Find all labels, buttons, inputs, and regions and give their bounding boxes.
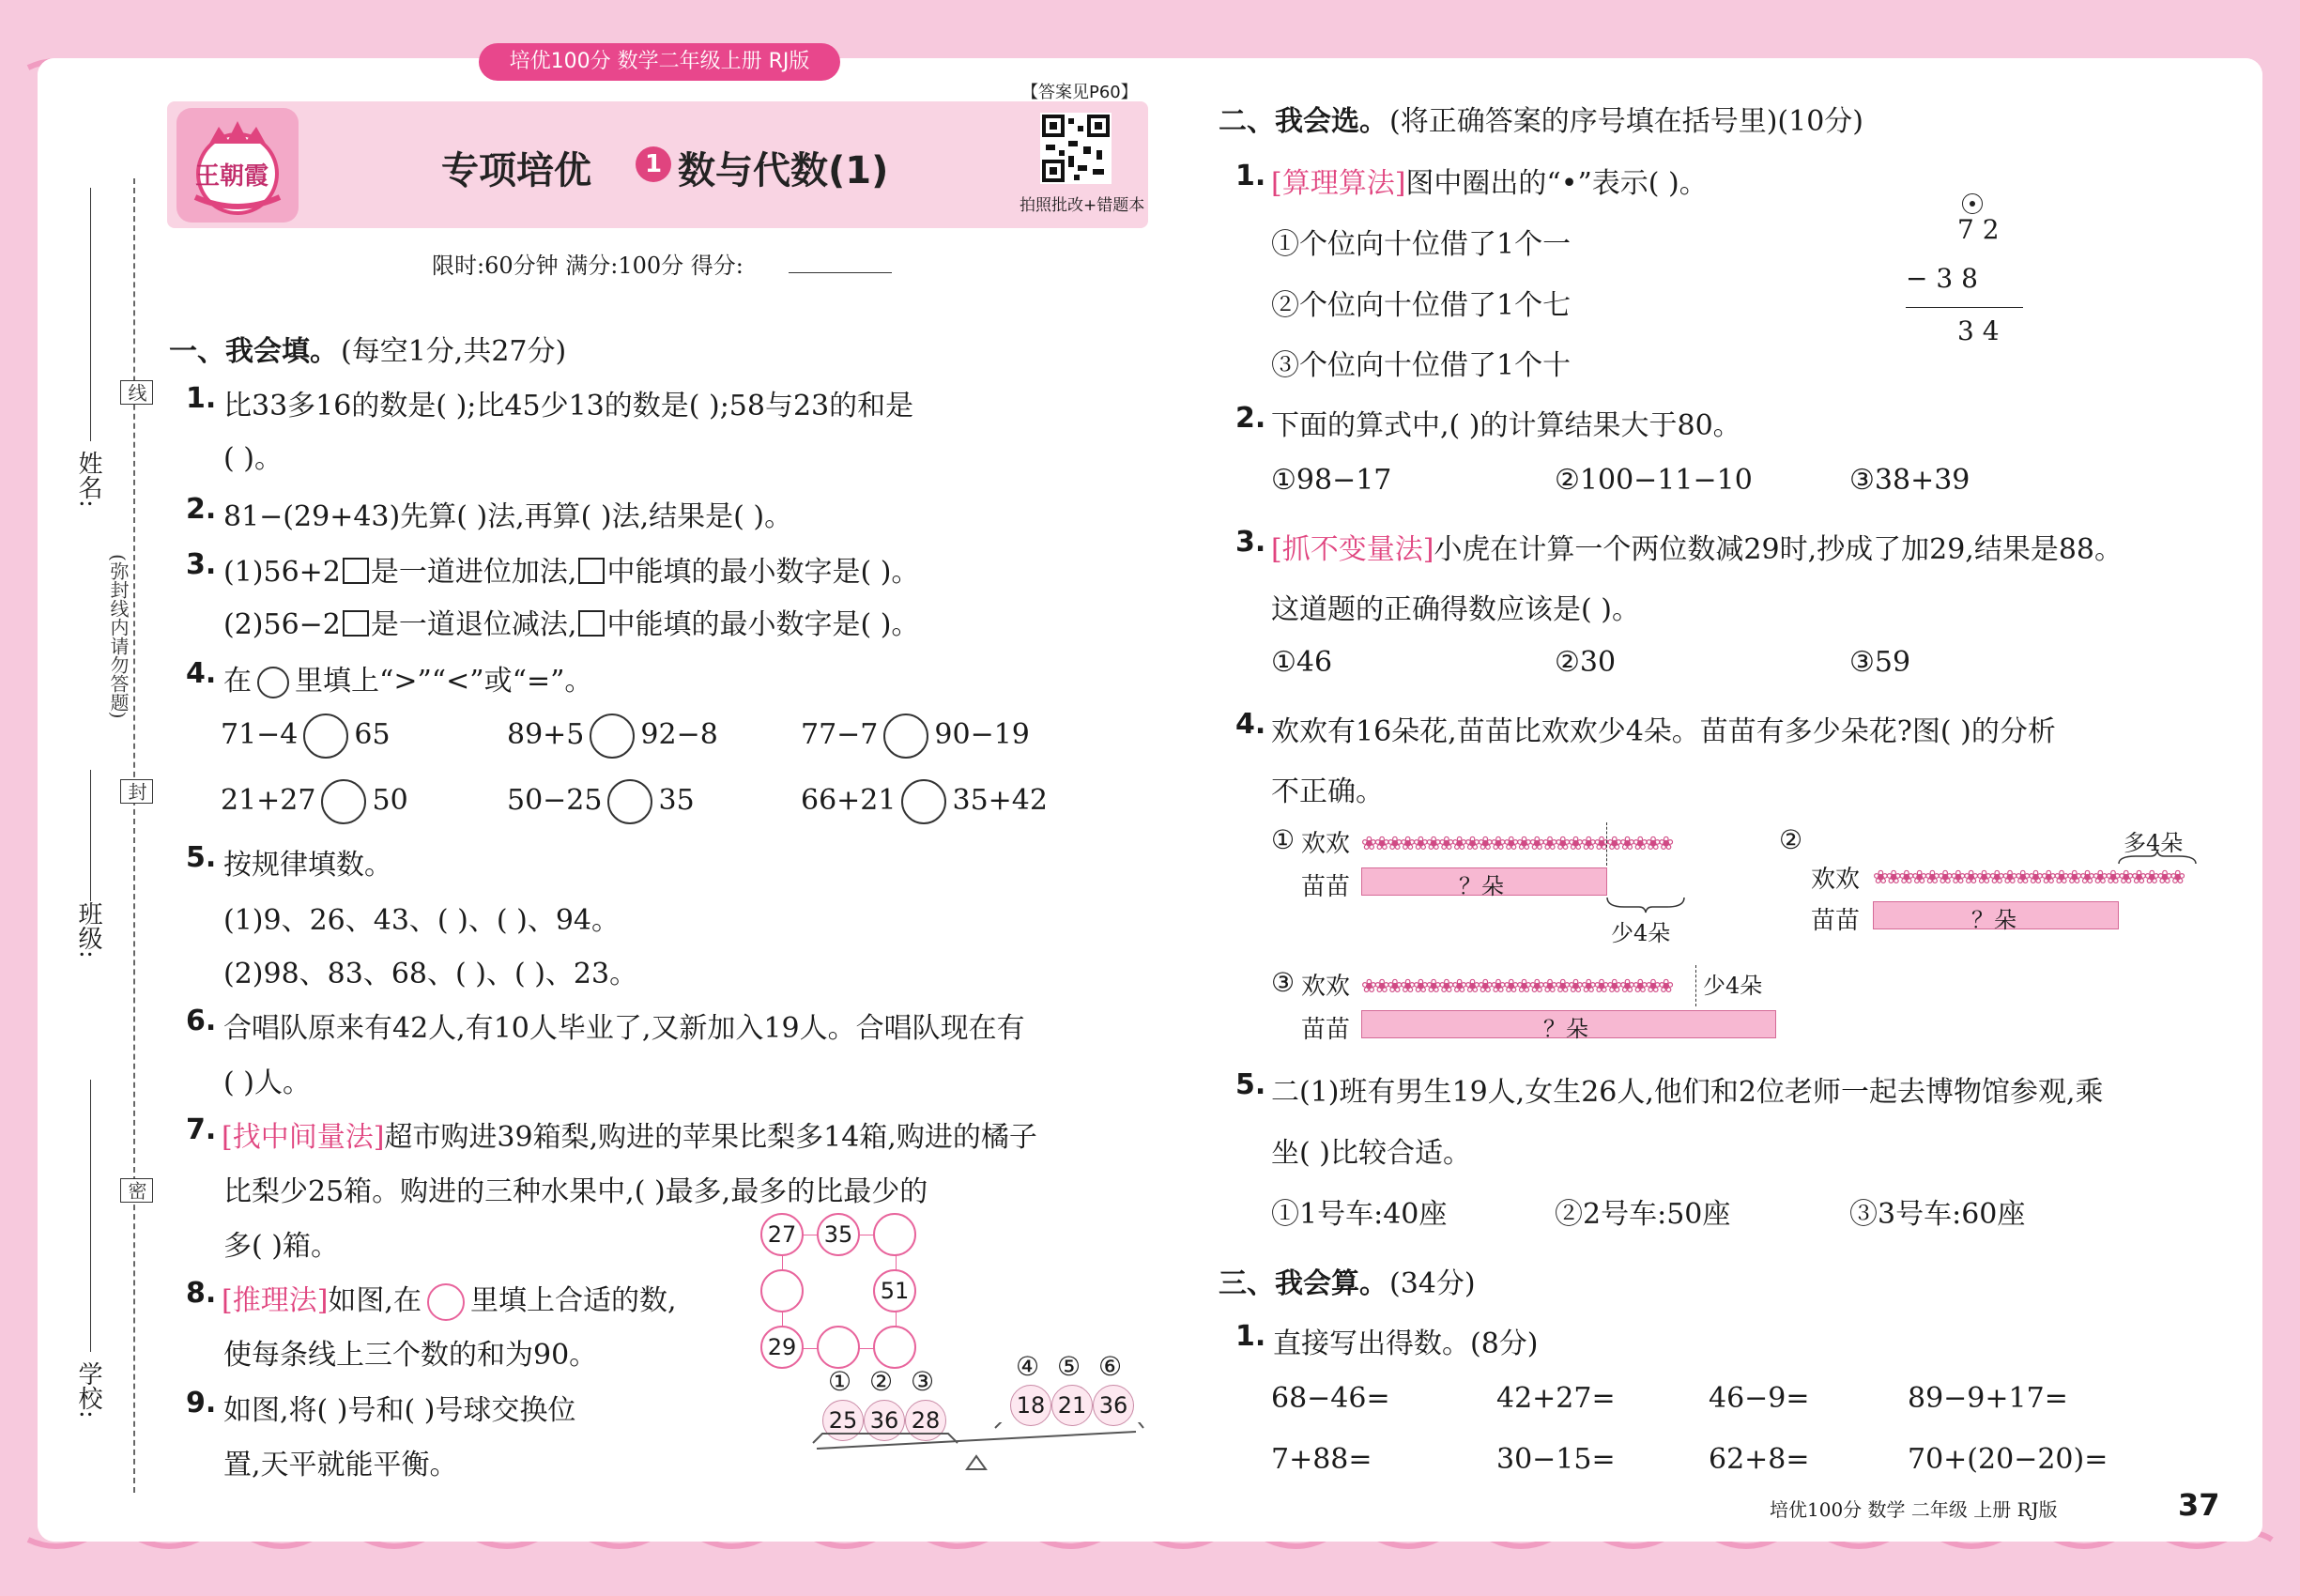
- d3-diff: 少4朵: [1703, 973, 1763, 999]
- d2-brace: [2117, 851, 2198, 866]
- q9-right-ball-3: 36: [1093, 1385, 1134, 1426]
- balance-scale-icon: [807, 1422, 1145, 1488]
- qr-caption: 拍照批改+错题本: [1020, 196, 1145, 215]
- header-tab: 培优100分 数学二年级上册 RJ版: [479, 43, 840, 81]
- footer-text: 培优100分 数学 二年级 上册 RJ版: [1770, 1498, 2058, 1521]
- borrow-dot-icon: [1962, 193, 1983, 214]
- q3-text-b3: 中能填的最小数字是( )。: [606, 608, 920, 641]
- p2-q3-tag: [抓不变量法]: [1271, 533, 1434, 566]
- q6-text: 合唱队原来有42人,有10人毕业了,又新加入19人。合唱队现在有: [223, 1012, 1025, 1045]
- q9-text-a: 如图,将( )号和( )号球交换位: [223, 1394, 576, 1427]
- p3-q1-number: 1.: [1235, 1320, 1266, 1353]
- q4-item-6-right: 35+42: [952, 784, 1048, 817]
- q4-item-4-circle[interactable]: [321, 779, 366, 824]
- q8-text-a2: 里填上合适的数,: [469, 1284, 677, 1317]
- q4-item-3-circle[interactable]: [883, 714, 928, 759]
- q3-text-a3: 中能填的最小数字是( )。: [606, 556, 920, 589]
- q4-item-1: [221, 714, 391, 759]
- calc-top: 7 2: [1957, 214, 2000, 245]
- q9-left-ball-1: 25: [822, 1400, 864, 1441]
- q4-item-3: [801, 714, 1030, 759]
- q1-text: 比33多16的数是( );比45少13的数是( );58与23的和是: [223, 390, 914, 422]
- calc-r1-2[interactable]: 42+27=: [1496, 1382, 1616, 1415]
- binding-note: (弥封线内请勿答题): [107, 554, 130, 719]
- p2-q3-text-b: 这道题的正确得数应该是( )。: [1271, 593, 1640, 626]
- q9-left-ball-2: 36: [864, 1400, 905, 1441]
- q5-line2: (2)98、83、68、( )、( )、23。: [223, 958, 638, 990]
- part3-heading: 三、我会算。: [1219, 1267, 1388, 1300]
- q4-item-5-left: 50−25: [507, 784, 603, 817]
- q3-text-a1: (1)56+2: [223, 556, 341, 589]
- p2-q4-number: 4.: [1235, 708, 1266, 741]
- part2-heading-note: (将正确答案的序号填在括号里)(10分): [1389, 105, 1863, 138]
- q5-number: 5.: [186, 841, 217, 874]
- q9-balance-diagram: [807, 1351, 1145, 1488]
- q8-grid-bot-mid[interactable]: [817, 1326, 860, 1369]
- q6-text-cont: ( )人。: [223, 1067, 311, 1099]
- p2-q2-opt2: ②100−11−10: [1555, 464, 1753, 497]
- q8-number: 8.: [186, 1277, 217, 1310]
- binding-margin: [66, 178, 150, 1493]
- q9-left-ball-3: 28: [905, 1400, 946, 1441]
- calc-r2-4[interactable]: 70+(20−20)=: [1908, 1443, 2108, 1476]
- qr-code-icon[interactable]: [1040, 113, 1112, 184]
- p2-q1-text: 图中圈出的“•”表示( )。: [1405, 167, 1708, 200]
- q4-item-5-right: 35: [658, 784, 695, 817]
- q7-text-a: 超市购进39箱梨,购进的苹果比梨多14箱,购进的橘子: [384, 1121, 1037, 1154]
- q8-text-a1: 如图,在: [328, 1284, 422, 1317]
- calc-r2-2[interactable]: 30−15=: [1496, 1443, 1616, 1476]
- p2-q5-text-b: 坐( )比较合适。: [1271, 1137, 1471, 1170]
- title-main: 专项培优: [441, 149, 591, 192]
- p2-q1-tag: [算理算法]: [1271, 167, 1406, 200]
- d3-huan-flowers: ❀❀❀❀❀❀❀❀❀❀❀❀❀❀❀❀❀❀❀❀❀❀❀❀: [1361, 974, 1672, 997]
- q4-item-2-right: 92−8: [640, 718, 718, 751]
- p2-q3-number: 3.: [1235, 526, 1266, 559]
- q8-grid-top-left: 27: [760, 1213, 804, 1256]
- class-label: 班级:: [74, 901, 102, 959]
- q8-line1: [222, 1277, 677, 1321]
- q7-number: 7.: [186, 1113, 217, 1146]
- q3-box-2: [343, 610, 369, 637]
- q3-text-b1: (2)56−2: [223, 608, 341, 641]
- q7-tag: [找中间量法]: [222, 1121, 385, 1154]
- d2-miao: 苗苗: [1811, 907, 1861, 935]
- test-meta: 限时:60分钟 满分:100分 得分:: [432, 253, 744, 279]
- q4-item-5: [507, 779, 695, 824]
- q5-line1: (1)9、26、43、( )、( )、94。: [223, 904, 620, 937]
- d2-huan: 欢欢: [1811, 866, 1861, 894]
- q2-number: 2.: [186, 493, 217, 526]
- q9-left-label-3: ③: [911, 1366, 935, 1397]
- q4-item-1-right: 65: [354, 718, 391, 751]
- p2-q3-text: 小虎在计算一个两位数减29时,抄成了加29,结果是88。: [1434, 533, 2124, 566]
- part1-heading-note: (每空1分,共27分): [341, 335, 567, 368]
- q4-item-2-left: 89+5: [507, 718, 585, 751]
- d1-brace: [1605, 896, 1686, 914]
- q4-circle-ref: [257, 667, 289, 698]
- q4-text: [223, 657, 592, 698]
- q9-left-label-2: ②: [869, 1366, 894, 1397]
- q4-item-3-left: 77−7: [801, 718, 879, 751]
- calc-r1-1[interactable]: 68−46=: [1271, 1382, 1390, 1415]
- calc-bottom: 3 4: [1957, 315, 2000, 346]
- q9-right-label-2: ⑤: [1057, 1351, 1081, 1382]
- title-number: 1: [644, 150, 663, 178]
- mi-label: 密: [120, 1178, 153, 1203]
- q3-box-ref-2: [578, 610, 605, 637]
- q3-text-a2: 是一道进位加法,: [370, 556, 577, 589]
- p2-q4-diagram-3: [1271, 967, 1797, 1042]
- d1-diff: 少4朵: [1611, 920, 1671, 946]
- p2-q5-number: 5.: [1235, 1068, 1266, 1101]
- q9-right-label-1: ④: [1016, 1351, 1040, 1382]
- q7-text-b: 比梨少25箱。购进的三种水果中,( )最多,最多的比最少的: [223, 1175, 928, 1208]
- q4-item-2-circle[interactable]: [590, 714, 635, 759]
- q8-text-b: 使每条线上三个数的和为90。: [223, 1339, 598, 1372]
- d2-miao-q: ？朵: [1971, 907, 2016, 933]
- q3-text-b2: 是一道退位减法,: [370, 608, 577, 641]
- d2-diff: 多4朵: [2124, 830, 2184, 856]
- p2-q5-opt3: ③3号车:60座: [1849, 1198, 2026, 1231]
- q4-item-6-left: 66+21: [801, 784, 897, 817]
- d2-num: ②: [1779, 824, 1803, 855]
- p2-q1-number: 1.: [1235, 160, 1266, 192]
- q8-tag: [推理法]: [222, 1284, 329, 1317]
- d1-huan-flowers: ❀❀❀❀❀❀❀❀❀❀❀❀❀❀❀❀❀❀❀❀❀❀❀❀: [1361, 832, 1672, 854]
- q3-box: [343, 558, 369, 584]
- q4-item-6-circle[interactable]: [901, 779, 946, 824]
- d2-huan-flowers: ❀❀❀❀❀❀❀❀❀❀❀❀❀❀❀❀❀❀❀❀❀❀❀❀: [1873, 866, 2184, 888]
- q4-item-4: [221, 779, 408, 824]
- q2-text: 81−(29+43)先算( )法,再算( )法,结果是( )。: [223, 500, 793, 533]
- q6-number: 6.: [186, 1005, 217, 1037]
- part1-heading: 一、我会填。: [169, 335, 338, 368]
- score-blank[interactable]: [789, 272, 892, 273]
- q1-text-cont: ( )。: [223, 442, 283, 475]
- q9-right-label-3: ⑥: [1098, 1351, 1123, 1382]
- p2-q5-text: 二(1)班有男生19人,女生26人,他们和2位老师一起去博物馆参观,乘: [1271, 1076, 2104, 1109]
- q4-item-1-circle[interactable]: [303, 714, 348, 759]
- q8-circle-ref: [427, 1283, 465, 1321]
- feng-label: 封: [120, 779, 153, 804]
- d3-num: ③: [1271, 967, 1296, 998]
- p2-q4-text-b: 不正确。: [1271, 775, 1384, 808]
- p2-q3-line: [1271, 526, 2123, 567]
- xian-label: 线: [120, 380, 153, 405]
- part2-heading: 二、我会选。: [1219, 105, 1388, 138]
- q8-grid-mid-left[interactable]: [760, 1269, 804, 1312]
- d1-miao-q: ？朵: [1459, 873, 1504, 899]
- d3-miao-q: ？朵: [1543, 1016, 1588, 1042]
- q1-number: 1.: [186, 382, 217, 415]
- q4-item-4-left: 21+27: [221, 784, 316, 817]
- d1-num: ①: [1271, 824, 1296, 855]
- q8-grid-top-right[interactable]: [873, 1213, 916, 1256]
- q8-number-grid: [759, 1211, 918, 1371]
- p2-q3-opt3: ③59: [1849, 646, 1911, 679]
- p2-q5-opt1: ①1号车:40座: [1271, 1198, 1448, 1231]
- logo-text: 王朝霞: [195, 162, 269, 191]
- q9-left-label-1: ①: [828, 1366, 852, 1397]
- p2-q3-opt2: ②30: [1555, 646, 1617, 679]
- q9-text-b: 置,天平就能平衡。: [223, 1449, 458, 1481]
- p2-q1-opt1: ①个位向十位借了1个一: [1271, 228, 1572, 261]
- p2-q2-opt3: ③38+39: [1849, 464, 1970, 497]
- q4-item-2: [507, 714, 718, 759]
- calc-r1-3[interactable]: 46−9=: [1709, 1382, 1810, 1415]
- q7-text-c: 多( )箱。: [223, 1230, 339, 1263]
- q8-grid-top-mid: 35: [817, 1213, 860, 1256]
- p2-q4-diagram-1: [1271, 824, 1703, 946]
- p2-q1-opt2: ②个位向十位借了1个七: [1271, 289, 1572, 322]
- q3-line2: [223, 601, 919, 642]
- d3-huan: 欢欢: [1301, 973, 1351, 1001]
- p2-q2-opt1: ①98−17: [1271, 464, 1392, 497]
- q4-text-a2: 里填上“>”“<”或“=”。: [295, 665, 593, 698]
- q4-item-6: [801, 779, 1048, 824]
- d3-miao: 苗苗: [1301, 1016, 1351, 1044]
- calc-r2-1[interactable]: 7+88=: [1271, 1443, 1372, 1476]
- q4-item-3-right: 90−19: [934, 718, 1030, 751]
- calc-r2-3[interactable]: 62+8=: [1709, 1443, 1810, 1476]
- p2-q5-opt2: ②2号车:50座: [1555, 1198, 1731, 1231]
- p2-q1-opt3: ③个位向十位借了1个十: [1271, 349, 1572, 382]
- p2-q1-vertical-calc: [1901, 188, 2051, 357]
- p3-q1-text: 直接写出得数。(8分): [1273, 1327, 1539, 1360]
- p2-q2-text: 下面的算式中,( )的计算结果大于80。: [1271, 409, 1741, 442]
- q3-line1: [223, 548, 919, 590]
- title-number-badge: [636, 146, 671, 182]
- q4-item-1-left: 71−4: [221, 718, 299, 751]
- q9-right-ball-2: 21: [1051, 1385, 1093, 1426]
- p2-q4-text: 欢欢有16朵花,苗苗比欢欢少4朵。苗苗有多少朵花?图( )的分析: [1271, 715, 2056, 748]
- logo: [176, 108, 299, 223]
- calc-mid: − 3 8: [1906, 263, 1978, 294]
- p2-q1-line: [1271, 160, 1708, 201]
- q5-text: 按规律填数。: [223, 849, 392, 882]
- school-label: 学校:: [74, 1361, 102, 1419]
- d1-huan: 欢欢: [1301, 830, 1351, 858]
- q8-grid-bot-right[interactable]: [873, 1326, 916, 1369]
- q7-line1: [222, 1113, 1037, 1155]
- title-sub: 数与代数(1): [678, 149, 889, 192]
- answer-ref: 【答案见P60】: [1021, 83, 1138, 102]
- q8-grid-mid-right: 51: [873, 1269, 916, 1312]
- d1-miao: 苗苗: [1301, 873, 1351, 901]
- q3-box-ref: [578, 558, 605, 584]
- calc-r1-4[interactable]: 89−9+17=: [1908, 1382, 2068, 1415]
- q4-item-4-right: 50: [372, 784, 408, 817]
- q9-right-ball-1: 18: [1010, 1385, 1051, 1426]
- p2-q2-number: 2.: [1235, 402, 1266, 435]
- q3-number: 3.: [186, 548, 217, 581]
- q4-item-5-circle[interactable]: [607, 779, 652, 824]
- page-number: 37: [2178, 1487, 2220, 1523]
- q4-text-a1: 在: [223, 665, 252, 698]
- q8-grid-bot-left: 29: [760, 1326, 804, 1369]
- part3-heading-note: (34分): [1389, 1267, 1476, 1300]
- q9-number: 9.: [186, 1387, 217, 1420]
- p2-q3-opt1: ①46: [1271, 646, 1333, 679]
- p2-q4-diagram-2: [1779, 824, 2211, 937]
- q4-number: 4.: [186, 657, 217, 690]
- name-label: 姓名:: [74, 451, 102, 508]
